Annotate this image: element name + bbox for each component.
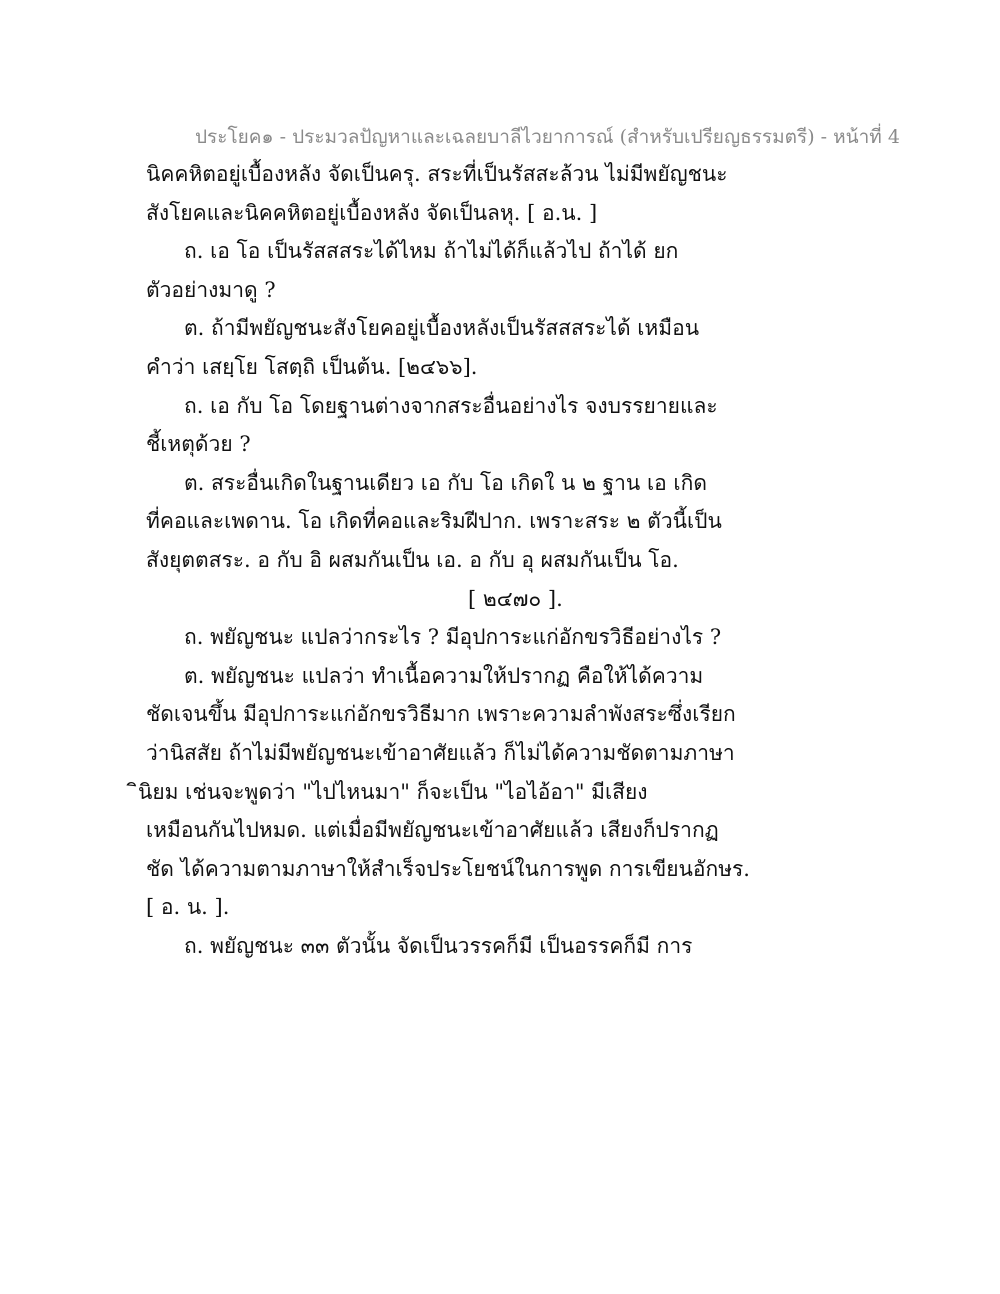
text-line-8: ชี้เหตุด้วย ? xyxy=(146,432,251,457)
text-line-19: ชัด ได้ความตามภาษาให้สำเร็จประโยชน์ในการพูด การเขียนอักษร. xyxy=(146,856,750,881)
answer-line-2: ต. สระอื่นเกิดในฐานเดียว เอ กับ โอ เกิดใ น ๒ ฐาน เอ เกิด xyxy=(184,470,707,495)
question-line-3: ถ. พยัญชนะ แปลว่ากระไร ? มีอุปการะแก่อักขรวิธีอย่างไร ? xyxy=(184,625,722,650)
reference-line: [ ๒๔๗๐ ]. xyxy=(468,586,563,611)
text-line-2: สังโยคและนิคคหิตอยู่เบื้องหลัง จัดเป็นลหุ. [ อ.น. ] xyxy=(146,200,598,225)
text-line-20: [ อ. น. ]. xyxy=(146,895,230,920)
question-line-2: ถ. เอ กับ โอ โดยฐานต่างจากสระอื่นอย่างไร จงบรรยายและ xyxy=(184,393,718,418)
text-line-1: นิคคหิตอยู่เบื้องหลัง จัดเป็นครุ. สระที่เป็นรัสสะล้วน ไม่มีพยัญชนะ xyxy=(146,162,728,186)
answer-line-3: ต. พยัญชนะ แปลว่า ทำเนื้อความให้ปรากฏ คือให้ได้ความ xyxy=(184,663,704,688)
text-line-15: ชัดเจนขึ้น มีอุปการะแก่อักขรวิธีมาก เพราะความลำพังสระซึ่งเรียก xyxy=(146,702,736,727)
text-line-18: เหมือนกันไปหมด. แต่เมื่อมีพยัญชนะเข้าอาศัยแล้ว เสียงก็ปรากฏ xyxy=(146,818,719,843)
page-header: ประโยค๑ - ประมวลปัญหาและเฉลยบาลีไวยาการณ์ (สำหรับเปรียญธรรมตรี) - หน้าที่ 4 xyxy=(195,126,900,148)
question-line-1: ถ. เอ โอ เป็นรัสสสระได้ไหม ถ้าไม่ได้ก็แล้วไป ถ้าได้ ยก xyxy=(184,239,679,264)
answer-line-1: ต. ถ้ามีพยัญชนะสังโยคอยู่เบื้องหลังเป็นรัสสสระได้ เหมือน xyxy=(184,316,700,341)
text-line-16: ว่านิสสัย ถ้าไม่มีพยัญชนะเข้าอาศัยแล้ว ก็ไม่ได้ความชัดตามภาษา xyxy=(146,740,735,765)
text-line-11: สังยุตตสระ. อ กับ อิ ผสมกันเป็น เอ. อ กับ อุ ผสมกันเป็น โอ. xyxy=(146,547,679,572)
text-line-17: ินิยม เช่นจะพูดว่า "ไปไหนมา" ก็จะเป็น "ไอไอ้อา" มีเสียง xyxy=(138,779,648,804)
text-line-6: คำว่า เสยฺโย โสตฺถิ เป็นต้น. [๒๔๖๖]. xyxy=(146,354,478,379)
question-line-4: ถ. พยัญชนะ ๓๓ ตัวนั้น จัดเป็นวรรคก็มี เป็นอรรคก็มี การ xyxy=(184,933,693,958)
text-line-4: ตัวอย่างมาดู ? xyxy=(146,277,276,302)
body-text xyxy=(138,155,846,965)
text-line-10: ที่คอและเพดาน. โอ เกิดที่คอและริมฝีปาก. เพราะสระ ๒ ตัวนี้เป็น xyxy=(146,509,722,534)
